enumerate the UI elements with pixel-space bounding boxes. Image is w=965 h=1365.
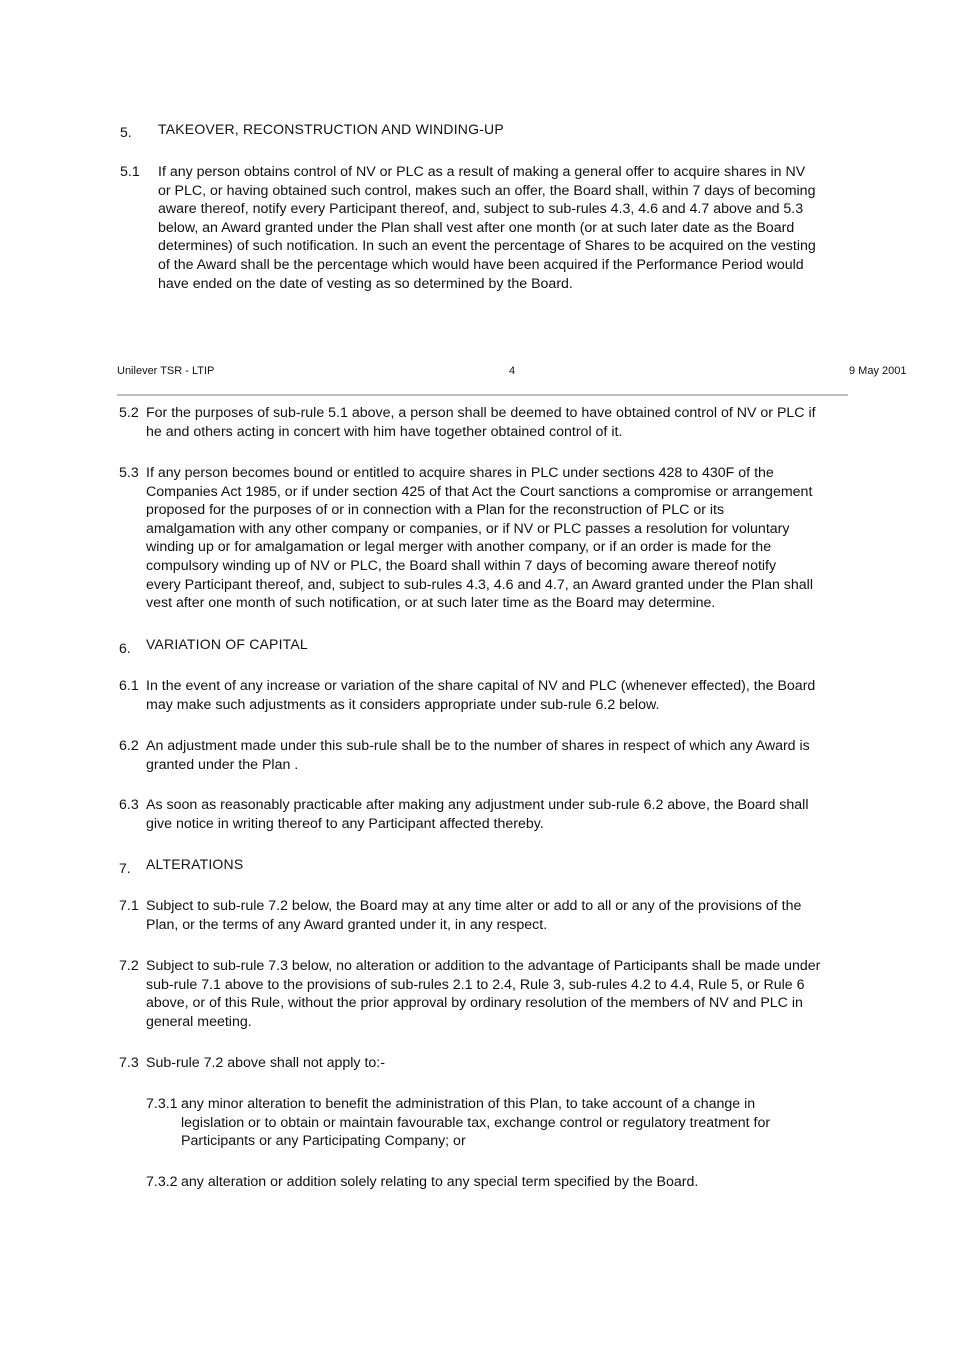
clause-6-2-number: 6.2: [119, 738, 139, 754]
clause-line: general meeting.: [146, 1013, 252, 1030]
clause-6-3-text: [146, 796, 808, 833]
clause-7-3-1: [146, 1095, 846, 1153]
clause-7-3-2: [146, 1173, 846, 1193]
clause-7-2-text: [146, 957, 820, 1031]
clause-7-3-number: 7.3: [119, 1055, 139, 1071]
clause-line: sub-rule 7.1 above to the provisions of sub-rules 2.1 to 2.4, Rule 3, sub-rules 4.2 to 4.4, Rule 5, or Rule 6: [146, 976, 805, 993]
clause-line: Companies Act 1985, or if under section 425 of that Act the Court sanctions a compromise or arrangement: [146, 483, 813, 500]
clause-5-3-text: [146, 464, 813, 613]
clause-7-3-1-text: [181, 1095, 770, 1151]
clause-7-2: [119, 957, 859, 1035]
page-break-divider: [117, 394, 848, 396]
clause-line: any minor alteration to benefit the administration of this Plan, to take account of a change in: [181, 1096, 756, 1112]
clause-line: amalgamation with any other company or companies, or if NV or PLC passes a resolution for voluntary: [146, 520, 790, 537]
clause-5-2: [119, 404, 859, 444]
clause-line: Participants or any Participating Company; or: [181, 1133, 466, 1150]
clause-5-1-number: 5.1: [120, 164, 140, 180]
clause-line: compulsory winding up of NV or PLC, the Board shall within 7 days of becoming aware thereof notify: [146, 557, 777, 574]
section-7-number: 7.: [119, 860, 131, 876]
clause-6-1: [119, 677, 859, 717]
clause-7-2-number: 7.2: [119, 958, 139, 974]
clause-6-2-text: [146, 737, 810, 774]
clause-line: give notice in writing thereof to any Participant affected thereby.: [146, 815, 544, 832]
clause-6-2: [119, 737, 859, 777]
clause-line: If any person becomes bound or entitled to acquire shares in PLC under sections 428 to 430F of the: [146, 465, 774, 481]
clause-line: vest after one month of such notification, or at such later time as the Board may determine.: [146, 595, 716, 612]
clause-line: Sub-rule 7.2 above shall not apply to:-: [146, 1055, 385, 1071]
clause-7-3-text: [146, 1054, 385, 1073]
clause-5-1: [120, 163, 860, 298]
clause-7-3-1-number: 7.3.1: [146, 1096, 178, 1112]
clause-line: In the event of any increase or variation of the share capital of NV and PLC (whenever effected), the Board: [146, 678, 816, 694]
clause-7-1: [119, 897, 859, 937]
clause-5-3: [119, 464, 859, 616]
clause-7-3-2-number: 7.3.2: [146, 1174, 178, 1190]
clause-5-3-number: 5.3: [119, 465, 139, 481]
section-5-title: TAKEOVER, RECONSTRUCTION AND WINDING-UP: [158, 121, 504, 137]
clause-line: every Participant thereof, and, subject to sub-rules 4.3, 4.6 and 4.7, an Award granted under the Plan shall: [146, 576, 813, 593]
clause-line: legislation or to obtain or maintain favourable tax, exchange control or regulatory treatment for: [181, 1114, 771, 1131]
clause-6-3-number: 6.3: [119, 797, 139, 813]
section-7-title: ALTERATIONS: [146, 856, 244, 872]
clause-line: have ended on the date of vesting as so determined by the Board.: [158, 275, 573, 292]
clause-line: If any person obtains control of NV or PLC as a result of making a general offer to acquire shares in NV: [158, 164, 806, 180]
clause-6-1-number: 6.1: [119, 678, 139, 694]
clause-6-3: [119, 796, 859, 836]
section-6-number: 6.: [119, 640, 131, 656]
clause-line: For the purposes of sub-rule 5.1 above, a person shall be deemed to have obtained control of NV or PLC if: [146, 405, 816, 421]
clause-line: below, an Award granted under the Plan shall vest after one month (or at such later date as the Board: [158, 219, 795, 236]
clause-line: Plan, or the terms of any Award granted under it, in any respect.: [146, 916, 548, 933]
clause-7-3-2-text: [181, 1173, 698, 1192]
clause-line: of the Award shall be the percentage which would have been acquired if the Performance Period would: [158, 256, 804, 273]
clause-line: Subject to sub-rule 7.3 below, no alteration or addition to the advantage of Participants shall be made under: [146, 958, 821, 974]
clause-line: determines) of such notification. In such an event the percentage of Shares to be acquired on the vesting: [158, 238, 816, 255]
footer-page-number: 4: [509, 365, 516, 377]
clause-line: An adjustment made under this sub-rule shall be to the number of shares in respect of which any Award is: [146, 738, 810, 754]
clause-line: any alteration or addition solely relating to any special term specified by the Board.: [181, 1174, 699, 1190]
clause-line: or PLC, or having obtained such control, makes such an offer, the Board shall, within 7 days of becoming: [158, 182, 816, 199]
section-5-number: 5.: [120, 124, 132, 140]
clause-7-3: [119, 1054, 859, 1074]
clause-6-1-text: [146, 677, 815, 714]
clause-line: winding up or for amalgamation or legal merger with another company, or if an order is made for the: [146, 539, 772, 556]
clause-line: Subject to sub-rule 7.2 below, the Board may at any time alter or add to all or any of the provisions of the: [146, 898, 802, 914]
clause-line: proposed for the purposes of or in connection with a Plan for the reconstruction of PLC or its: [146, 502, 725, 519]
clause-7-1-text: [146, 897, 801, 934]
clause-line: above, or of this Rule, without the prior approval by ordinary resolution of the members of NV and PLC in: [146, 995, 803, 1012]
footer-document-title: Unilever TSR - LTIP: [117, 365, 215, 377]
clause-line: aware thereof, notify every Participant thereof, and, subject to sub-rules 4.3, 4.6 and 4.7 above and 5.3: [158, 201, 804, 218]
clause-line: may make such adjustments as it considers appropriate under sub-rule 6.2 below.: [146, 696, 660, 713]
clause-7-1-number: 7.1: [119, 898, 139, 914]
clause-5-2-number: 5.2: [119, 405, 139, 421]
clause-5-2-text: [146, 404, 816, 441]
clause-line: granted under the Plan .: [146, 756, 299, 773]
section-6-title: VARIATION OF CAPITAL: [146, 636, 308, 652]
footer-date: 9 May 2001: [849, 365, 907, 377]
clause-5-1-text: [158, 163, 816, 293]
clause-line: As soon as reasonably practicable after making any adjustment under sub-rule 6.2 above, the Board shall: [146, 797, 809, 813]
clause-line: he and others acting in concert with him have together obtained control of it.: [146, 423, 623, 440]
